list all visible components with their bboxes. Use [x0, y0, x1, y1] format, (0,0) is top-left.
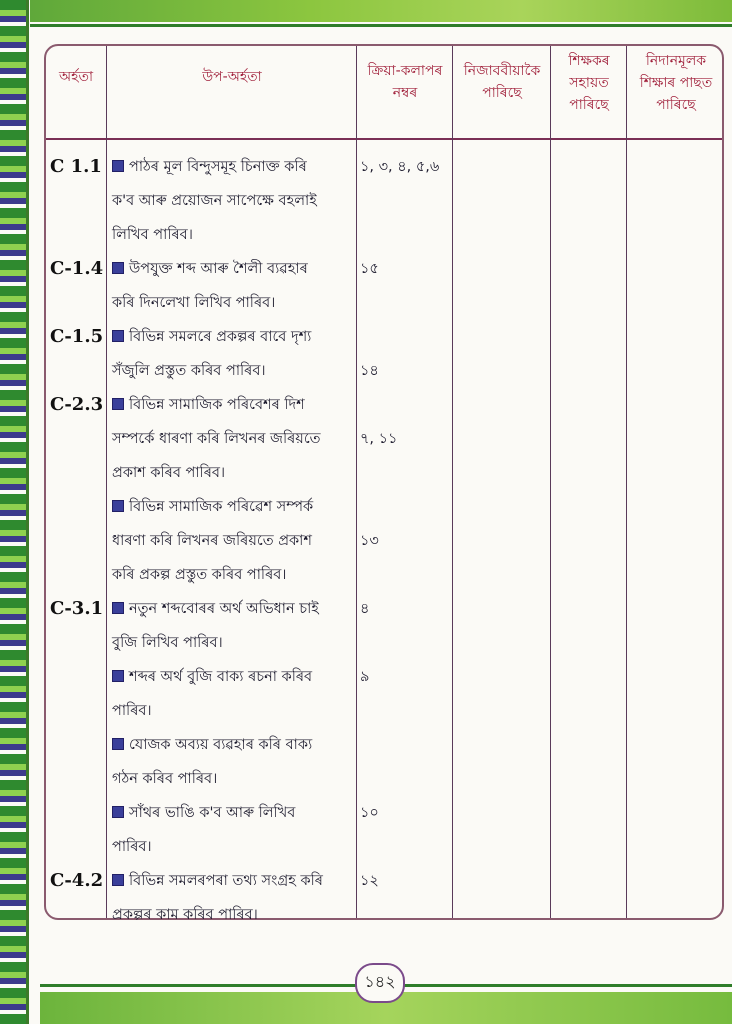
bullet-icon [112, 602, 124, 614]
sub-competency-line [112, 762, 352, 796]
activity-number: ১, ৩, ৪, ৫,৬ [360, 159, 440, 175]
sub-competency-line [112, 490, 352, 524]
left-decorative-border [0, 0, 26, 1024]
activity-number: ১০ [360, 805, 379, 821]
sub-competency-text: সাঁথৰ ভাঙি ক'ব আৰু লিখিব [129, 805, 296, 821]
header-remedial: নিদানমূলক শিক্ষাৰ পাছত পাৰিছে [639, 53, 713, 113]
sub-competency-text: যোজক অব্যয় ব্যৱহাৰ কৰি বাক্য [129, 737, 313, 753]
sub-competency-line [112, 626, 352, 660]
col-divider [106, 46, 107, 918]
bullet-icon [112, 738, 124, 750]
sub-competency-line [112, 354, 352, 388]
competency-code: C-1.5 [50, 326, 104, 347]
col-divider [452, 46, 453, 918]
sub-competency-line [112, 320, 352, 354]
competency-code: C-2.3 [50, 394, 104, 415]
bullet-icon [112, 330, 124, 342]
sub-competency-text: লিখিব পাৰিব। [112, 227, 193, 243]
header-teacher-help: শিক্ষকৰ সহায়ত পাৰিছে [568, 53, 610, 113]
bullet-icon [112, 500, 124, 512]
sub-competency-text: গঠন কৰিব পাৰিব। [112, 771, 218, 787]
sub-competency-text: সম্পৰ্কে ধাৰণা কৰি লিখনৰ জৰিয়তে [112, 431, 321, 447]
activity-number: ১৪ [360, 363, 379, 379]
sub-competency-line [112, 286, 352, 320]
sub-competency-line [112, 388, 352, 422]
competency-code: C-4.2 [50, 870, 104, 891]
competency-table [44, 44, 724, 923]
sub-competency-line [112, 694, 352, 728]
sub-competency-text: ধাৰণা কৰি লিখনৰ জৰিয়তে প্ৰকাশ [112, 533, 312, 549]
bullet-icon [112, 874, 124, 886]
activity-number: ৪ [360, 601, 370, 617]
sub-competency-line [112, 524, 352, 558]
bullet-icon [112, 806, 124, 818]
sub-competency-text: নতুন শব্দবোৰৰ অৰ্থ অভিধান চাই [129, 601, 319, 617]
header-sub-competency: উপ-অৰ্হতা [202, 69, 262, 85]
sub-competency-text: কৰি দিনলেখা লিখিব পাৰিব। [112, 295, 276, 311]
col-divider [550, 46, 551, 918]
bullet-icon [112, 262, 124, 274]
sub-competency-line [112, 796, 352, 830]
sub-competency-line [112, 898, 352, 932]
sub-competency-text: প্ৰকাশ কৰিব পাৰিব। [112, 465, 226, 481]
bullet-icon [112, 398, 124, 410]
sub-competency-line [112, 592, 352, 626]
col-divider [356, 46, 357, 918]
header-self-achieved: নিজাববীয়াকৈ পাৰিছে [463, 63, 541, 101]
top-decorative-band [30, 0, 732, 22]
competency-code: C 1.1 [50, 156, 102, 177]
sub-competency-text: শব্দৰ অৰ্থ বুজি বাক্য ৰচনা কৰিব [129, 669, 313, 685]
activity-number: ৭, ১১ [360, 431, 398, 447]
header-activity-number: ক্ৰিয়া-কলাপৰ নম্বৰ [367, 63, 443, 101]
sub-competency-text: উপযুক্ত শব্দ আৰু শৈলী ব্যৱহাৰ [129, 261, 308, 277]
sub-competency-text: পাঠৰ মূল বিন্দুসমূহ চিনাক্ত কৰি [129, 159, 307, 175]
sub-competency-text: পাৰিব। [112, 703, 152, 719]
sub-competency-line [112, 150, 352, 184]
header-competency: অৰ্হতা [58, 69, 94, 85]
sub-competency-line [112, 728, 352, 762]
sub-competency-line [112, 218, 352, 252]
sub-competency-line [112, 864, 352, 898]
sub-competency-text: বিভিন্ন সামাজিক পৰিবেশৰ দিশ [129, 397, 305, 413]
sub-competency-line [112, 252, 352, 286]
sub-competency-text: কৰি প্ৰকল্প প্ৰস্তুত কৰিব পাৰিব। [112, 567, 287, 583]
sub-competency-text: ক'ব আৰু প্ৰয়োজন সাপেক্ষে বহলাই [112, 193, 317, 209]
top-divider [30, 24, 732, 27]
left-border-line [26, 0, 29, 1024]
sub-competency-line [112, 184, 352, 218]
sub-competency-line [112, 456, 352, 490]
header-divider [46, 138, 722, 140]
activity-number: ১৩ [360, 533, 379, 549]
sub-competency-text: বিভিন্ন সমলৰপৰা তথ্য সংগ্ৰহ কৰি [129, 873, 323, 889]
sub-competency-text: পাৰিব। [112, 839, 152, 855]
sub-competency-line [112, 830, 352, 864]
sub-competency-text: বুজি লিখিব পাৰিব। [112, 635, 223, 651]
bullet-icon [112, 160, 124, 172]
sub-competency-line [112, 422, 352, 456]
activity-number: ৯ [360, 669, 370, 685]
sub-competency-text: বিভিন্ন সামাজিক পৰিৱেশ সম্পৰ্ক [129, 499, 314, 515]
bullet-icon [112, 670, 124, 682]
sub-competency-text: বিভিন্ন সমলৰে প্ৰকল্পৰ বাবে দৃশ্য [129, 329, 312, 345]
page-number: ১৪২ [355, 963, 405, 1003]
sub-competency-text: সঁজুলি প্ৰস্তুত কৰিব পাৰিব। [112, 363, 266, 379]
activity-number: ১৫ [360, 261, 379, 277]
activity-number: ১২ [360, 873, 379, 889]
col-divider [626, 46, 627, 918]
competency-code: C-1.4 [50, 258, 104, 279]
sub-competency-line [112, 660, 352, 694]
sub-competency-text: প্ৰকল্পৰ কাম কৰিব পাৰিব। [112, 907, 258, 923]
competency-code: C-3.1 [50, 598, 104, 619]
sub-competency-line [112, 558, 352, 592]
